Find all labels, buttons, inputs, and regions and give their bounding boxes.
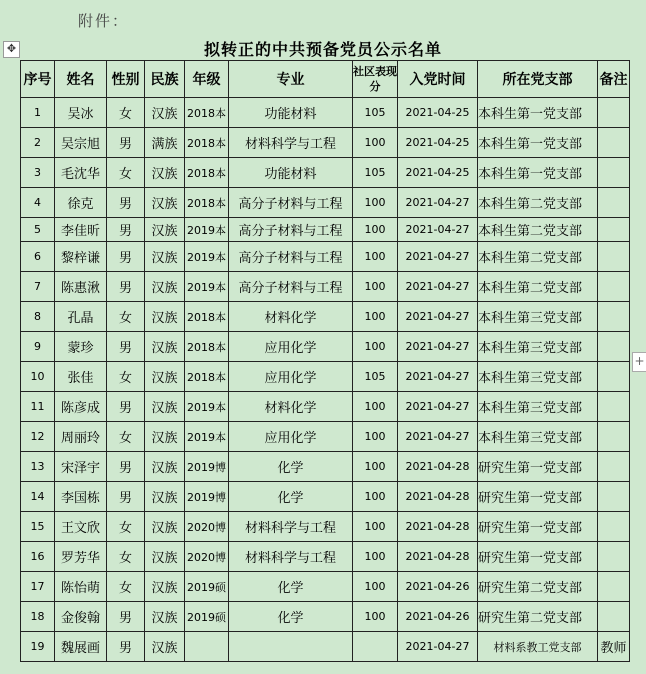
- cell-score: 100: [353, 512, 398, 542]
- cell-branch: 研究生第一党支部: [478, 452, 598, 482]
- header-name: 姓名: [55, 61, 107, 98]
- cell-major: [229, 632, 353, 662]
- cell-grade: 2019博: [185, 482, 229, 512]
- cell-note: [598, 542, 630, 572]
- cell-gender: 女: [107, 572, 145, 602]
- cell-score: 100: [353, 218, 398, 242]
- cell-name: 李佳昕: [55, 218, 107, 242]
- cell-join-date: 2021-04-26: [398, 602, 478, 632]
- cell-major: 功能材料: [229, 158, 353, 188]
- cell-major: 化学: [229, 482, 353, 512]
- cell-join-date: 2021-04-28: [398, 452, 478, 482]
- cell-score: 100: [353, 272, 398, 302]
- cell-gender: 男: [107, 128, 145, 158]
- cell-grade: 2019本: [185, 392, 229, 422]
- cell-name: 吴冰: [55, 98, 107, 128]
- cell-grade: 2019硕: [185, 572, 229, 602]
- cell-join-date: 2021-04-28: [398, 512, 478, 542]
- cell-ethnicity: 汉族: [145, 362, 185, 392]
- cell-gender: 女: [107, 302, 145, 332]
- cell-join-date: 2021-04-27: [398, 188, 478, 218]
- cell-major: 应用化学: [229, 422, 353, 452]
- attachment-label: 附件：: [78, 12, 130, 30]
- cell-score: 105: [353, 362, 398, 392]
- cell-branch: 研究生第二党支部: [478, 602, 598, 632]
- cell-join-date: 2021-04-25: [398, 128, 478, 158]
- cell-branch: 研究生第一党支部: [478, 512, 598, 542]
- cell-note: [598, 188, 630, 218]
- cell-gender: 男: [107, 242, 145, 272]
- cell-note: [598, 128, 630, 158]
- cell-major: 高分子材料与工程: [229, 272, 353, 302]
- cell-branch: 研究生第一党支部: [478, 482, 598, 512]
- cell-major: 高分子材料与工程: [229, 218, 353, 242]
- cell-name: 吴宗旭: [55, 128, 107, 158]
- cell-major: 高分子材料与工程: [229, 188, 353, 218]
- table-row: [21, 482, 630, 512]
- cell-grade: 2019本: [185, 272, 229, 302]
- table-row: [21, 302, 630, 332]
- table-row: [21, 272, 630, 302]
- header-index: 序号: [21, 61, 55, 98]
- table-row: [21, 188, 630, 218]
- cell-name: 孔晶: [55, 302, 107, 332]
- header-branch: 所在党支部: [478, 61, 598, 98]
- cell-index: 17: [21, 572, 55, 602]
- cell-score: 100: [353, 392, 398, 422]
- cell-name: 宋泽宇: [55, 452, 107, 482]
- cell-join-date: 2021-04-27: [398, 392, 478, 422]
- cell-major: 高分子材料与工程: [229, 242, 353, 272]
- header-gender: 性别: [107, 61, 145, 98]
- cell-name: 陈惠湫: [55, 272, 107, 302]
- cell-major: 应用化学: [229, 362, 353, 392]
- cell-join-date: 2021-04-27: [398, 632, 478, 662]
- cell-major: 材料化学: [229, 392, 353, 422]
- cell-score: 100: [353, 128, 398, 158]
- cell-index: 10: [21, 362, 55, 392]
- cell-index: 2: [21, 128, 55, 158]
- roster-table: [20, 60, 630, 662]
- table-row: [21, 512, 630, 542]
- cell-ethnicity: 汉族: [145, 98, 185, 128]
- cell-note: 教师: [598, 632, 630, 662]
- table-row: [21, 392, 630, 422]
- cell-branch: 本科生第一党支部: [478, 98, 598, 128]
- cell-gender: 女: [107, 362, 145, 392]
- cell-ethnicity: 汉族: [145, 452, 185, 482]
- cell-gender: 男: [107, 482, 145, 512]
- cell-major: 材料科学与工程: [229, 512, 353, 542]
- table-row: [21, 242, 630, 272]
- cell-note: [598, 302, 630, 332]
- cell-name: 陈彦成: [55, 392, 107, 422]
- header-ethnicity: 民族: [145, 61, 185, 98]
- cell-score: 100: [353, 242, 398, 272]
- cell-branch: 本科生第二党支部: [478, 272, 598, 302]
- table-row: [21, 332, 630, 362]
- cell-major: 化学: [229, 602, 353, 632]
- cell-grade: 2020博: [185, 542, 229, 572]
- cell-score: 100: [353, 422, 398, 452]
- cell-branch: 本科生第三党支部: [478, 392, 598, 422]
- cell-ethnicity: 汉族: [145, 632, 185, 662]
- cell-gender: 男: [107, 218, 145, 242]
- cell-note: [598, 332, 630, 362]
- header-row: [21, 61, 630, 98]
- cell-branch: 本科生第二党支部: [478, 188, 598, 218]
- cell-grade: 2020博: [185, 512, 229, 542]
- cell-grade: 2019硕: [185, 602, 229, 632]
- cell-join-date: 2021-04-26: [398, 572, 478, 602]
- cell-index: 12: [21, 422, 55, 452]
- cell-ethnicity: 满族: [145, 128, 185, 158]
- cell-branch: 本科生第一党支部: [478, 128, 598, 158]
- cell-branch: 研究生第一党支部: [478, 542, 598, 572]
- cell-name: 罗芳华: [55, 542, 107, 572]
- cell-join-date: 2021-04-27: [398, 422, 478, 452]
- cell-name: 徐克: [55, 188, 107, 218]
- cell-ethnicity: 汉族: [145, 272, 185, 302]
- cell-score: [353, 632, 398, 662]
- cell-branch: 本科生第二党支部: [478, 218, 598, 242]
- cell-index: 6: [21, 242, 55, 272]
- cell-name: 张佳: [55, 362, 107, 392]
- table-row: [21, 218, 630, 242]
- cell-gender: 男: [107, 272, 145, 302]
- cell-score: 100: [353, 452, 398, 482]
- cell-name: 毛沈华: [55, 158, 107, 188]
- cell-gender: 男: [107, 452, 145, 482]
- cell-score: 100: [353, 572, 398, 602]
- cell-grade: 2018本: [185, 332, 229, 362]
- cell-index: 5: [21, 218, 55, 242]
- cell-ethnicity: 汉族: [145, 188, 185, 218]
- cell-name: 陈怡萌: [55, 572, 107, 602]
- cell-major: 应用化学: [229, 332, 353, 362]
- cell-note: [598, 218, 630, 242]
- cell-branch: 本科生第三党支部: [478, 362, 598, 392]
- cell-join-date: 2021-04-27: [398, 272, 478, 302]
- cell-index: 4: [21, 188, 55, 218]
- cell-note: [598, 98, 630, 128]
- cell-ethnicity: 汉族: [145, 422, 185, 452]
- cell-grade: 2018本: [185, 362, 229, 392]
- cell-join-date: 2021-04-27: [398, 242, 478, 272]
- cell-ethnicity: 汉族: [145, 392, 185, 422]
- cell-major: 化学: [229, 452, 353, 482]
- cell-index: 11: [21, 392, 55, 422]
- add-row-icon[interactable]: +: [632, 352, 646, 372]
- table-row: [21, 602, 630, 632]
- cell-name: 周丽玲: [55, 422, 107, 452]
- cell-index: 1: [21, 98, 55, 128]
- cell-note: [598, 422, 630, 452]
- cell-note: [598, 572, 630, 602]
- cell-grade: 2019本: [185, 422, 229, 452]
- cell-grade: 2019本: [185, 242, 229, 272]
- cell-score: 100: [353, 332, 398, 362]
- cell-grade: 2018本: [185, 188, 229, 218]
- cell-join-date: 2021-04-28: [398, 482, 478, 512]
- cell-gender: 女: [107, 422, 145, 452]
- cell-note: [598, 602, 630, 632]
- table-row: [21, 542, 630, 572]
- cell-name: 金俊翰: [55, 602, 107, 632]
- table-row: [21, 128, 630, 158]
- header-major: 专业: [229, 61, 353, 98]
- cell-name: 魏展画: [55, 632, 107, 662]
- cell-join-date: 2021-04-27: [398, 302, 478, 332]
- cell-branch: 材料系教工党支部: [478, 632, 598, 662]
- header-grade: 年级: [185, 61, 229, 98]
- cell-major: 化学: [229, 572, 353, 602]
- cell-join-date: 2021-04-27: [398, 332, 478, 362]
- cell-name: 蒙珍: [55, 332, 107, 362]
- cell-score: 105: [353, 98, 398, 128]
- cell-note: [598, 512, 630, 542]
- cell-grade: 2018本: [185, 158, 229, 188]
- table-row: [21, 158, 630, 188]
- cell-join-date: 2021-04-27: [398, 218, 478, 242]
- cell-ethnicity: 汉族: [145, 158, 185, 188]
- cell-major: 材料化学: [229, 302, 353, 332]
- cell-branch: 本科生第一党支部: [478, 158, 598, 188]
- cell-note: [598, 392, 630, 422]
- table-row: [21, 632, 630, 662]
- cell-major: 功能材料: [229, 98, 353, 128]
- cell-grade: 2018本: [185, 302, 229, 332]
- header-note: 备注: [598, 61, 630, 98]
- cell-index: 14: [21, 482, 55, 512]
- cell-branch: 研究生第二党支部: [478, 572, 598, 602]
- cell-gender: 女: [107, 512, 145, 542]
- cell-ethnicity: 汉族: [145, 482, 185, 512]
- cell-ethnicity: 汉族: [145, 512, 185, 542]
- cell-ethnicity: 汉族: [145, 242, 185, 272]
- header-join-date: 入党时间: [398, 61, 478, 98]
- cell-grade: 2018本: [185, 98, 229, 128]
- cell-index: 15: [21, 512, 55, 542]
- cell-join-date: 2021-04-25: [398, 158, 478, 188]
- cell-ethnicity: 汉族: [145, 332, 185, 362]
- cell-gender: 男: [107, 392, 145, 422]
- table-row: [21, 422, 630, 452]
- cell-note: [598, 362, 630, 392]
- cell-join-date: 2021-04-28: [398, 542, 478, 572]
- cell-gender: 女: [107, 158, 145, 188]
- table-row: [21, 452, 630, 482]
- cell-ethnicity: 汉族: [145, 218, 185, 242]
- cell-ethnicity: 汉族: [145, 542, 185, 572]
- cell-index: 19: [21, 632, 55, 662]
- table-move-icon[interactable]: ✥: [3, 41, 20, 58]
- cell-score: 100: [353, 188, 398, 218]
- cell-note: [598, 242, 630, 272]
- cell-major: 材料科学与工程: [229, 542, 353, 572]
- cell-gender: 男: [107, 632, 145, 662]
- cell-gender: 女: [107, 542, 145, 572]
- cell-index: 18: [21, 602, 55, 632]
- cell-note: [598, 482, 630, 512]
- cell-note: [598, 272, 630, 302]
- cell-score: 105: [353, 158, 398, 188]
- table-row: [21, 98, 630, 128]
- cell-index: 8: [21, 302, 55, 332]
- cell-name: 黎梓谦: [55, 242, 107, 272]
- cell-ethnicity: 汉族: [145, 572, 185, 602]
- cell-branch: 本科生第三党支部: [478, 332, 598, 362]
- cell-name: 王文欣: [55, 512, 107, 542]
- cell-gender: 男: [107, 602, 145, 632]
- table-row: [21, 572, 630, 602]
- cell-ethnicity: 汉族: [145, 602, 185, 632]
- cell-grade: 2019本: [185, 218, 229, 242]
- cell-ethnicity: 汉族: [145, 302, 185, 332]
- cell-score: 100: [353, 302, 398, 332]
- cell-branch: 本科生第三党支部: [478, 422, 598, 452]
- cell-score: 100: [353, 482, 398, 512]
- cell-grade: 2019博: [185, 452, 229, 482]
- cell-grade: 2018本: [185, 128, 229, 158]
- cell-branch: 本科生第三党支部: [478, 302, 598, 332]
- cell-score: 100: [353, 542, 398, 572]
- cell-gender: 男: [107, 332, 145, 362]
- cell-note: [598, 452, 630, 482]
- cell-grade: [185, 632, 229, 662]
- cell-gender: 男: [107, 188, 145, 218]
- cell-join-date: 2021-04-27: [398, 362, 478, 392]
- cell-index: 16: [21, 542, 55, 572]
- cell-name: 李国栋: [55, 482, 107, 512]
- cell-major: 材料科学与工程: [229, 128, 353, 158]
- cell-index: 3: [21, 158, 55, 188]
- cell-join-date: 2021-04-25: [398, 98, 478, 128]
- page-title: 拟转正的中共预备党员公示名单: [203, 40, 442, 59]
- cell-note: [598, 158, 630, 188]
- cell-gender: 女: [107, 98, 145, 128]
- cell-index: 7: [21, 272, 55, 302]
- cell-index: 13: [21, 452, 55, 482]
- header-score: 社区表现分: [353, 61, 398, 98]
- cell-index: 9: [21, 332, 55, 362]
- cell-branch: 本科生第二党支部: [478, 242, 598, 272]
- table-row: [21, 362, 630, 392]
- cell-score: 100: [353, 602, 398, 632]
